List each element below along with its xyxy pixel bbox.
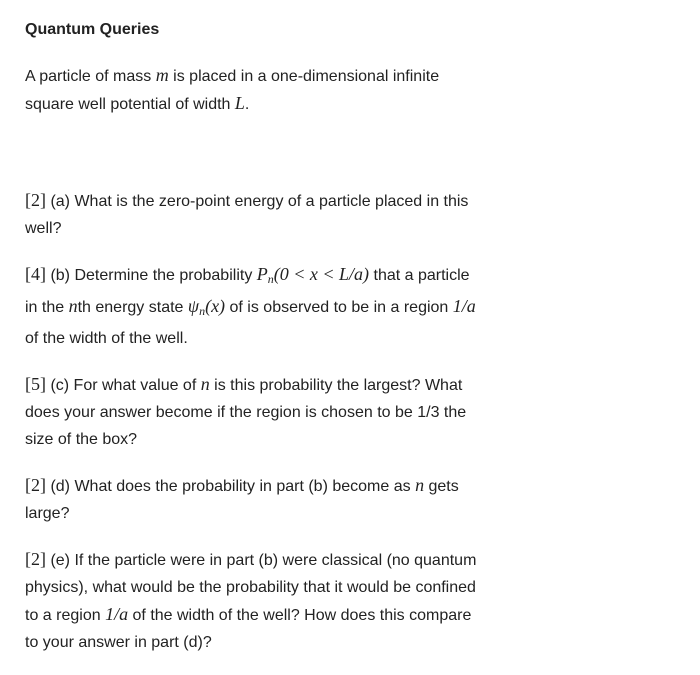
- points-badge: [2]: [25, 475, 46, 495]
- probability-arguments: (0 < x < L/a): [273, 264, 370, 284]
- question-text: (a) What is the zero-point energy of a particle placed in this well?: [25, 193, 469, 237]
- probability-symbol: P: [256, 264, 268, 284]
- fraction-term: 1/a: [105, 604, 129, 624]
- question-a: [25, 187, 485, 242]
- question-d: [25, 472, 485, 527]
- question-text: of is observed to be in a region: [225, 299, 453, 316]
- intro-text: .: [244, 96, 250, 113]
- question-text: that a particle in the: [25, 267, 470, 316]
- question-text: (c) For what value of: [46, 377, 201, 394]
- points-badge: [2]: [25, 190, 46, 210]
- question-text: (b) Determine the probability: [46, 267, 257, 284]
- intro-text: A particle of mass: [25, 68, 156, 85]
- mass-variable: m: [155, 65, 169, 85]
- n-variable: n: [200, 374, 210, 394]
- psi-subscript: n: [199, 304, 206, 318]
- width-variable: L: [234, 93, 245, 113]
- page-title: Quantum Queries: [25, 21, 160, 38]
- points-badge: [4]: [25, 264, 46, 284]
- fraction-term: 1/a: [452, 296, 476, 316]
- question-text: gets large?: [25, 478, 459, 522]
- intro-paragraph: [25, 62, 485, 118]
- probability-subscript: n: [267, 272, 274, 286]
- n-variable: n: [415, 475, 425, 495]
- question-b: [25, 261, 485, 352]
- question-e: [25, 546, 485, 656]
- question-text: th energy state: [77, 299, 188, 316]
- question-text: (d) What does the probability in part (b) become as: [46, 478, 416, 495]
- question-text: of the width of the well? How does this compare to your answer in part (d)?: [25, 607, 472, 651]
- document: [25, 18, 485, 675]
- question-text: (e) If the particle were in part (b) were classical (no quantum physics), what would be the probability that it would be confined to a region: [25, 552, 477, 624]
- n-variable: n: [68, 296, 78, 316]
- points-badge: [2]: [25, 549, 46, 569]
- psi-arguments: (x): [205, 296, 226, 316]
- points-badge: [5]: [25, 374, 46, 394]
- intro-text: is placed in a one-dimensional infinite square well potential of width: [25, 68, 440, 113]
- question-text: of the width of the well.: [25, 330, 188, 347]
- question-text: is this probability the largest? What does your answer become if the region is chosen to be 1/3 the size of the box?: [25, 377, 467, 448]
- psi-symbol: ψ: [187, 296, 200, 316]
- question-c: [25, 371, 485, 453]
